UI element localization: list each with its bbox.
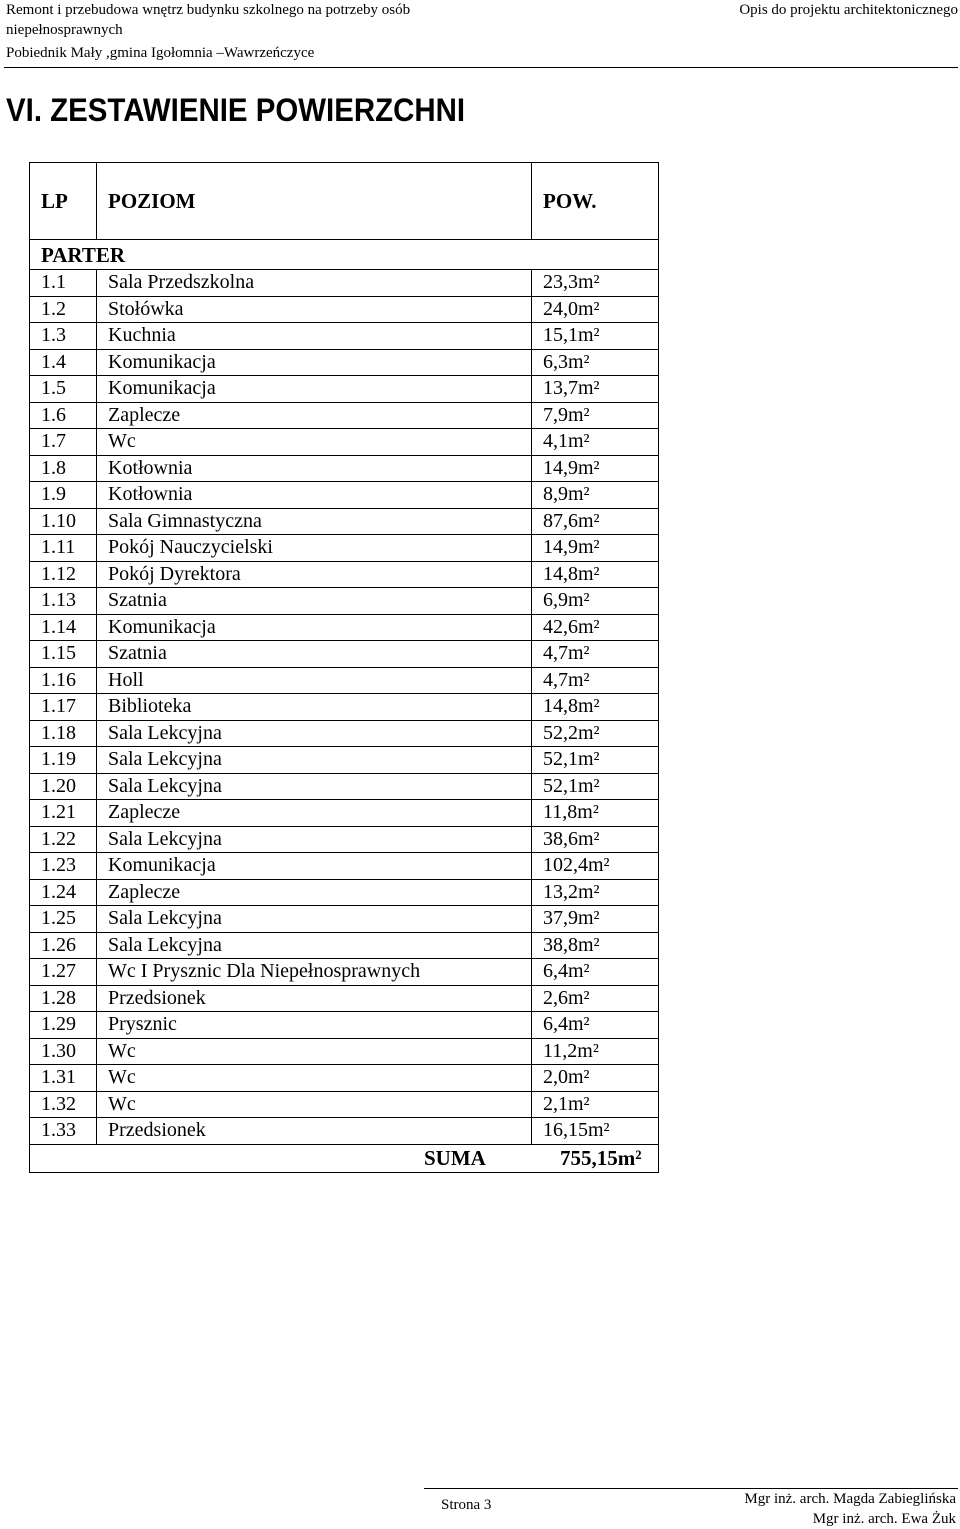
table-row: [30, 270, 659, 297]
header-doc-type: Opis do projektu architektonicznego: [739, 2, 958, 18]
group-row: [30, 240, 659, 270]
row-area: 14,8m²: [532, 561, 659, 588]
col-lp-header: LP: [30, 163, 97, 240]
row-lp: 1.25: [30, 906, 97, 933]
row-name: Wc: [97, 1091, 532, 1118]
row-area: 13,7m²: [532, 376, 659, 403]
table-header-row: [30, 163, 659, 240]
row-area: 2,6m²: [532, 985, 659, 1012]
row-area: 6,4m²: [532, 1012, 659, 1039]
row-lp: 1.31: [30, 1065, 97, 1092]
row-name: Wc: [97, 1038, 532, 1065]
table-row: [30, 985, 659, 1012]
row-area: 6,3m²: [532, 349, 659, 376]
row-name: Sala Lekcyjna: [97, 906, 532, 933]
row-area: 2,1m²: [532, 1091, 659, 1118]
table-row: [30, 800, 659, 827]
row-lp: 1.30: [30, 1038, 97, 1065]
row-name: Pokój Dyrektora: [97, 561, 532, 588]
row-name: Biblioteka: [97, 694, 532, 721]
row-name: Szatnia: [97, 588, 532, 615]
table-row: [30, 773, 659, 800]
col-level-header: POZIOM: [97, 163, 532, 240]
row-area: 16,15m²: [532, 1118, 659, 1145]
table-row: [30, 959, 659, 986]
table-row: [30, 1091, 659, 1118]
row-name: Kotłownia: [97, 455, 532, 482]
row-name: Zaplecze: [97, 879, 532, 906]
row-area: 4,7m²: [532, 641, 659, 668]
area-table: [29, 162, 659, 1173]
row-name: Sala Lekcyjna: [97, 773, 532, 800]
row-area: 2,0m²: [532, 1065, 659, 1092]
page-number: Strona 3: [441, 1497, 492, 1513]
row-name: Holl: [97, 667, 532, 694]
row-name: Komunikacja: [97, 614, 532, 641]
table-row: [30, 694, 659, 721]
row-name: Sala Lekcyjna: [97, 747, 532, 774]
row-name: Pokój Nauczycielski: [97, 535, 532, 562]
row-area: 8,9m²: [532, 482, 659, 509]
row-name: Zaplecze: [97, 800, 532, 827]
row-name: Stołówka: [97, 296, 532, 323]
row-area: 52,1m²: [532, 773, 659, 800]
row-lp: 1.4: [30, 349, 97, 376]
row-area: 11,2m²: [532, 1038, 659, 1065]
row-lp: 1.14: [30, 614, 97, 641]
header-divider: [4, 67, 958, 68]
row-name: Komunikacja: [97, 349, 532, 376]
row-lp: 1.21: [30, 800, 97, 827]
table-row: [30, 508, 659, 535]
row-area: 14,8m²: [532, 694, 659, 721]
header-project-line1: Remont i przebudowa wnętrz budynku szkolnego na potrzeby osób: [6, 2, 411, 18]
row-area: 6,4m²: [532, 959, 659, 986]
row-lp: 1.22: [30, 826, 97, 853]
row-lp: 1.20: [30, 773, 97, 800]
row-area: 14,9m²: [532, 455, 659, 482]
row-lp: 1.18: [30, 720, 97, 747]
footer-authors: [744, 1489, 956, 1529]
table-row: [30, 482, 659, 509]
row-area: 87,6m²: [532, 508, 659, 535]
row-lp: 1.5: [30, 376, 97, 403]
row-lp: 1.26: [30, 932, 97, 959]
row-name: Kotłownia: [97, 482, 532, 509]
row-lp: 1.8: [30, 455, 97, 482]
row-area: 23,3m²: [532, 270, 659, 297]
sum-label: SUMA: [424, 1145, 486, 1170]
author-1: Mgr inż. arch. Magda Zabieglińska: [744, 1491, 956, 1507]
row-area: 38,6m²: [532, 826, 659, 853]
row-lp: 1.6: [30, 402, 97, 429]
table-row: [30, 641, 659, 668]
table-row: [30, 826, 659, 853]
row-area: 15,1m²: [532, 323, 659, 350]
row-area: 52,2m²: [532, 720, 659, 747]
sum-row: [30, 1144, 659, 1172]
row-name: Wc: [97, 429, 532, 456]
row-lp: 1.7: [30, 429, 97, 456]
row-area: 11,8m²: [532, 800, 659, 827]
row-area: 102,4m²: [532, 853, 659, 880]
row-area: 24,0m²: [532, 296, 659, 323]
row-lp: 1.17: [30, 694, 97, 721]
row-lp: 1.15: [30, 641, 97, 668]
row-name: Komunikacja: [97, 376, 532, 403]
col-area-header: POW.: [532, 163, 659, 240]
row-lp: 1.13: [30, 588, 97, 615]
row-name: Wc I Prysznic Dla Niepełnosprawnych: [97, 959, 532, 986]
row-name: Przedsionek: [97, 1118, 532, 1145]
table-row: [30, 296, 659, 323]
sum-value: 755,15m²: [560, 1145, 642, 1170]
row-lp: 1.23: [30, 853, 97, 880]
row-area: 6,9m²: [532, 588, 659, 615]
row-name: Wc: [97, 1065, 532, 1092]
row-lp: 1.2: [30, 296, 97, 323]
row-name: Sala Lekcyjna: [97, 826, 532, 853]
table-row: [30, 932, 659, 959]
table-row: [30, 535, 659, 562]
table-row: [30, 853, 659, 880]
table-row: [30, 429, 659, 456]
row-area: 14,9m²: [532, 535, 659, 562]
row-name: Sala Przedszkolna: [97, 270, 532, 297]
table-row: [30, 906, 659, 933]
row-lp: 1.9: [30, 482, 97, 509]
row-lp: 1.3: [30, 323, 97, 350]
row-lp: 1.16: [30, 667, 97, 694]
row-area: 42,6m²: [532, 614, 659, 641]
table-row: [30, 455, 659, 482]
row-lp: 1.27: [30, 959, 97, 986]
table-row: [30, 376, 659, 403]
section-title: VI. ZESTAWIENIE POWIERZCHNI: [6, 92, 466, 128]
row-lp: 1.1: [30, 270, 97, 297]
row-name: Sala Lekcyjna: [97, 720, 532, 747]
table-row: [30, 1065, 659, 1092]
table-row: [30, 323, 659, 350]
row-area: 13,2m²: [532, 879, 659, 906]
row-area: 7,9m²: [532, 402, 659, 429]
row-lp: 1.24: [30, 879, 97, 906]
row-lp: 1.32: [30, 1091, 97, 1118]
header-project-line2: niepełnosprawnych: [6, 22, 123, 38]
row-name: Szatnia: [97, 641, 532, 668]
table-row: [30, 561, 659, 588]
row-lp: 1.10: [30, 508, 97, 535]
row-name: Sala Gimnastyczna: [97, 508, 532, 535]
table-row: [30, 588, 659, 615]
row-name: Przedsionek: [97, 985, 532, 1012]
row-area: 37,9m²: [532, 906, 659, 933]
row-name: Zaplecze: [97, 402, 532, 429]
table-row: [30, 667, 659, 694]
table-row: [30, 1118, 659, 1145]
header-project: [6, 0, 410, 63]
row-lp: 1.11: [30, 535, 97, 562]
row-name: Kuchnia: [97, 323, 532, 350]
row-name: Prysznic: [97, 1012, 532, 1039]
row-area: 38,8m²: [532, 932, 659, 959]
table-row: [30, 402, 659, 429]
table-row: [30, 747, 659, 774]
row-name: Sala Lekcyjna: [97, 932, 532, 959]
table-row: [30, 879, 659, 906]
table-row: [30, 1038, 659, 1065]
row-name: Komunikacja: [97, 853, 532, 880]
row-lp: 1.33: [30, 1118, 97, 1145]
header-location: Pobiednik Mały ,gmina Igołomnia –Wawrzeńczyce: [6, 45, 315, 61]
row-lp: 1.12: [30, 561, 97, 588]
row-lp: 1.28: [30, 985, 97, 1012]
table-row: [30, 349, 659, 376]
table-row: [30, 720, 659, 747]
row-area: 52,1m²: [532, 747, 659, 774]
row-lp: 1.29: [30, 1012, 97, 1039]
row-area: 4,1m²: [532, 429, 659, 456]
row-lp: 1.19: [30, 747, 97, 774]
group-label: PARTER: [30, 240, 659, 270]
table-row: [30, 614, 659, 641]
author-2: Mgr inż. arch. Ewa Żuk: [812, 1511, 956, 1527]
row-area: 4,7m²: [532, 667, 659, 694]
table-row: [30, 1012, 659, 1039]
